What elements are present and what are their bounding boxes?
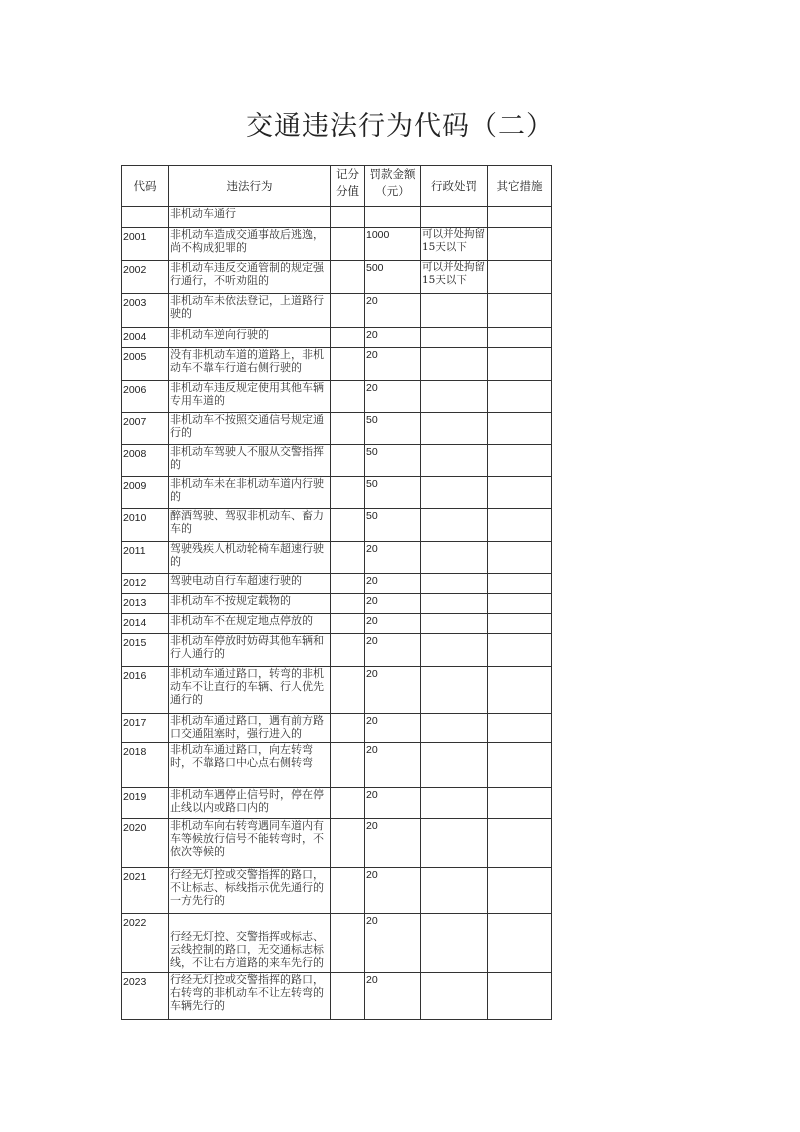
row-fine: 20	[365, 743, 421, 788]
table-row	[122, 381, 552, 413]
row-fine: 20	[365, 819, 421, 868]
row-code: 2015	[122, 634, 169, 667]
row-code: 2003	[122, 294, 169, 328]
violation-code-table	[121, 165, 552, 1020]
row-fine: 20	[365, 294, 421, 328]
row-code: 2007	[122, 413, 169, 445]
row-fine: 20	[365, 381, 421, 413]
row-fine: 50	[365, 413, 421, 445]
row-admin	[421, 714, 488, 743]
row-admin	[421, 973, 488, 1020]
row-violation: 非机动车不在规定地点停放的	[169, 614, 331, 634]
row-other	[488, 294, 552, 328]
row-other	[488, 614, 552, 634]
row-points	[331, 634, 365, 667]
row-other	[488, 509, 552, 542]
header-code: 代码	[122, 166, 169, 207]
row-admin	[421, 743, 488, 788]
row-violation: 非机动车向右转弯遇同车道内有车等候放行信号不能转弯时，不依次等候的	[169, 819, 331, 868]
row-code: 2009	[122, 477, 169, 509]
row-code: 2023	[122, 973, 169, 1020]
row-code: 2004	[122, 328, 169, 348]
row-other	[488, 445, 552, 477]
row-violation: 非机动车未在非机动车道内行驶的	[169, 477, 331, 509]
row-points	[331, 714, 365, 743]
row-fine: 50	[365, 509, 421, 542]
row-fine: 20	[365, 667, 421, 714]
row-points	[331, 477, 365, 509]
table-row	[122, 542, 552, 574]
row-points	[331, 788, 365, 819]
table-row	[122, 914, 552, 973]
row-code: 2006	[122, 381, 169, 413]
row-violation: 非机动车造成交通事故后逃逸，尚不构成犯罪的	[169, 228, 331, 261]
row-points	[331, 413, 365, 445]
row-violation: 非机动车未依法登记，上道路行驶的	[169, 294, 331, 328]
table-row	[122, 445, 552, 477]
row-other	[488, 348, 552, 381]
row-other	[488, 413, 552, 445]
row-code: 2011	[122, 542, 169, 574]
row-admin	[421, 348, 488, 381]
row-code: 2021	[122, 868, 169, 914]
row-other	[488, 868, 552, 914]
table-row	[122, 261, 552, 294]
row-admin	[421, 445, 488, 477]
row-points	[331, 261, 365, 294]
table-row	[122, 714, 552, 743]
row-code: 2019	[122, 788, 169, 819]
row-other	[488, 914, 552, 973]
row-fine: 20	[365, 348, 421, 381]
row-code: 2012	[122, 574, 169, 594]
row-admin	[421, 328, 488, 348]
table-row	[122, 973, 552, 1020]
row-admin	[421, 868, 488, 914]
table-row	[122, 294, 552, 328]
row-points	[331, 445, 365, 477]
table-row	[122, 868, 552, 914]
row-fine: 20	[365, 714, 421, 743]
row-code: 2002	[122, 261, 169, 294]
header-points-line1: 记分	[336, 167, 359, 181]
table-header-row	[122, 166, 552, 207]
row-points	[331, 614, 365, 634]
row-points	[331, 348, 365, 381]
header-points	[331, 166, 365, 207]
row-other	[488, 819, 552, 868]
row-other	[488, 714, 552, 743]
row-violation: 醉酒驾驶、驾驭非机动车、畜力车的	[169, 509, 331, 542]
header-other: 其它措施	[488, 166, 552, 207]
category-label: 非机动车通行	[169, 207, 331, 228]
row-fine: 50	[365, 477, 421, 509]
row-code: 2016	[122, 667, 169, 714]
row-code: 2022	[122, 914, 169, 973]
row-fine: 20	[365, 914, 421, 973]
row-other	[488, 788, 552, 819]
row-admin	[421, 614, 488, 634]
table-row	[122, 743, 552, 788]
row-violation: 非机动车通过路口，遇有前方路口交通阻塞时，强行进入的	[169, 714, 331, 743]
row-other	[488, 228, 552, 261]
row-admin	[421, 574, 488, 594]
row-points	[331, 294, 365, 328]
row-points	[331, 667, 365, 714]
row-points	[331, 819, 365, 868]
row-admin	[421, 667, 488, 714]
header-violation: 违法行为	[169, 166, 331, 207]
row-fine: 20	[365, 542, 421, 574]
row-fine: 50	[365, 445, 421, 477]
row-other	[488, 667, 552, 714]
row-violation: 非机动车遇停止信号时，停在停止线以内或路口内的	[169, 788, 331, 819]
page-title: 交通违法行为代码（二）	[246, 111, 554, 142]
row-admin	[421, 294, 488, 328]
row-points	[331, 328, 365, 348]
row-fine: 20	[365, 328, 421, 348]
row-other	[488, 381, 552, 413]
row-admin	[421, 819, 488, 868]
table-row	[122, 328, 552, 348]
row-code: 2014	[122, 614, 169, 634]
row-points	[331, 868, 365, 914]
table-row	[122, 819, 552, 868]
row-other	[488, 542, 552, 574]
row-admin	[421, 542, 488, 574]
row-violation: 非机动车驾驶人不服从交警指挥的	[169, 445, 331, 477]
row-points	[331, 574, 365, 594]
row-admin	[421, 594, 488, 614]
table-row	[122, 348, 552, 381]
row-points	[331, 381, 365, 413]
row-points	[331, 914, 365, 973]
row-fine: 20	[365, 868, 421, 914]
row-violation: 驾驶残疾人机动轮椅车超速行驶的	[169, 542, 331, 574]
row-admin: 可以并处拘留15天以下	[421, 261, 488, 294]
row-fine: 20	[365, 574, 421, 594]
row-code: 2008	[122, 445, 169, 477]
row-other	[488, 743, 552, 788]
row-code: 2017	[122, 714, 169, 743]
row-admin	[421, 914, 488, 973]
table-row	[122, 228, 552, 261]
row-violation: 非机动车不按照交通信号规定通行的	[169, 413, 331, 445]
row-code: 2005	[122, 348, 169, 381]
row-violation: 非机动车通过路口，向左转弯时，不靠路口中心点右侧转弯	[169, 743, 331, 788]
row-violation: 行经无灯控、交警指挥或标志、云线控制的路口，无交通标志标线，不让右方道路的来车先行的	[169, 914, 331, 973]
row-other	[488, 973, 552, 1020]
table-row	[122, 413, 552, 445]
row-other	[488, 328, 552, 348]
header-points-line2: 分值	[336, 184, 359, 198]
row-violation: 没有非机动车道的道路上，非机动车不靠车行道右侧行驶的	[169, 348, 331, 381]
row-other	[488, 261, 552, 294]
row-admin	[421, 788, 488, 819]
row-points	[331, 542, 365, 574]
row-code: 2001	[122, 228, 169, 261]
row-fine: 20	[365, 973, 421, 1020]
row-violation: 非机动车违反规定使用其他车辆专用车道的	[169, 381, 331, 413]
row-code: 2018	[122, 743, 169, 788]
row-violation: 非机动车逆向行驶的	[169, 328, 331, 348]
header-fine-line2: （元）	[375, 184, 410, 198]
row-violation: 非机动车通过路口，转弯的非机动车不让直行的车辆、行人优先通行的	[169, 667, 331, 714]
row-other	[488, 574, 552, 594]
row-fine: 500	[365, 261, 421, 294]
table-row	[122, 614, 552, 634]
row-points	[331, 228, 365, 261]
row-admin	[421, 477, 488, 509]
table-row	[122, 594, 552, 614]
row-other	[488, 594, 552, 614]
row-points	[331, 743, 365, 788]
table-row	[122, 574, 552, 594]
row-violation: 驾驶电动自行车超速行驶的	[169, 574, 331, 594]
table-row	[122, 509, 552, 542]
table-row	[122, 634, 552, 667]
row-fine: 20	[365, 614, 421, 634]
table-row	[122, 477, 552, 509]
row-violation: 行经无灯控或交警指挥的路口，不让标志、标线指示优先通行的一方先行的	[169, 868, 331, 914]
row-admin	[421, 509, 488, 542]
header-fine-line1: 罚款金额	[369, 167, 416, 181]
table-row	[122, 667, 552, 714]
row-fine: 20	[365, 634, 421, 667]
row-other	[488, 634, 552, 667]
row-points	[331, 509, 365, 542]
category-row	[122, 207, 552, 228]
row-admin	[421, 381, 488, 413]
row-violation: 非机动车不按规定载物的	[169, 594, 331, 614]
row-points	[331, 973, 365, 1020]
row-admin	[421, 634, 488, 667]
row-code: 2020	[122, 819, 169, 868]
row-violation: 行经无灯控或交警指挥的路口，右转弯的非机动车不让左转弯的车辆先行的	[169, 973, 331, 1020]
row-fine: 1000	[365, 228, 421, 261]
row-code: 2013	[122, 594, 169, 614]
row-violation: 非机动车停放时妨碍其他车辆和行人通行的	[169, 634, 331, 667]
row-fine: 20	[365, 594, 421, 614]
row-points	[331, 594, 365, 614]
row-admin: 可以并处拘留15天以下	[421, 228, 488, 261]
row-violation: 非机动车违反交通管制的规定强行通行，不听劝阻的	[169, 261, 331, 294]
header-fine	[365, 166, 421, 207]
row-admin	[421, 413, 488, 445]
table-row	[122, 788, 552, 819]
row-code: 2010	[122, 509, 169, 542]
header-admin: 行政处罚	[421, 166, 488, 207]
row-other	[488, 477, 552, 509]
row-fine: 20	[365, 788, 421, 819]
